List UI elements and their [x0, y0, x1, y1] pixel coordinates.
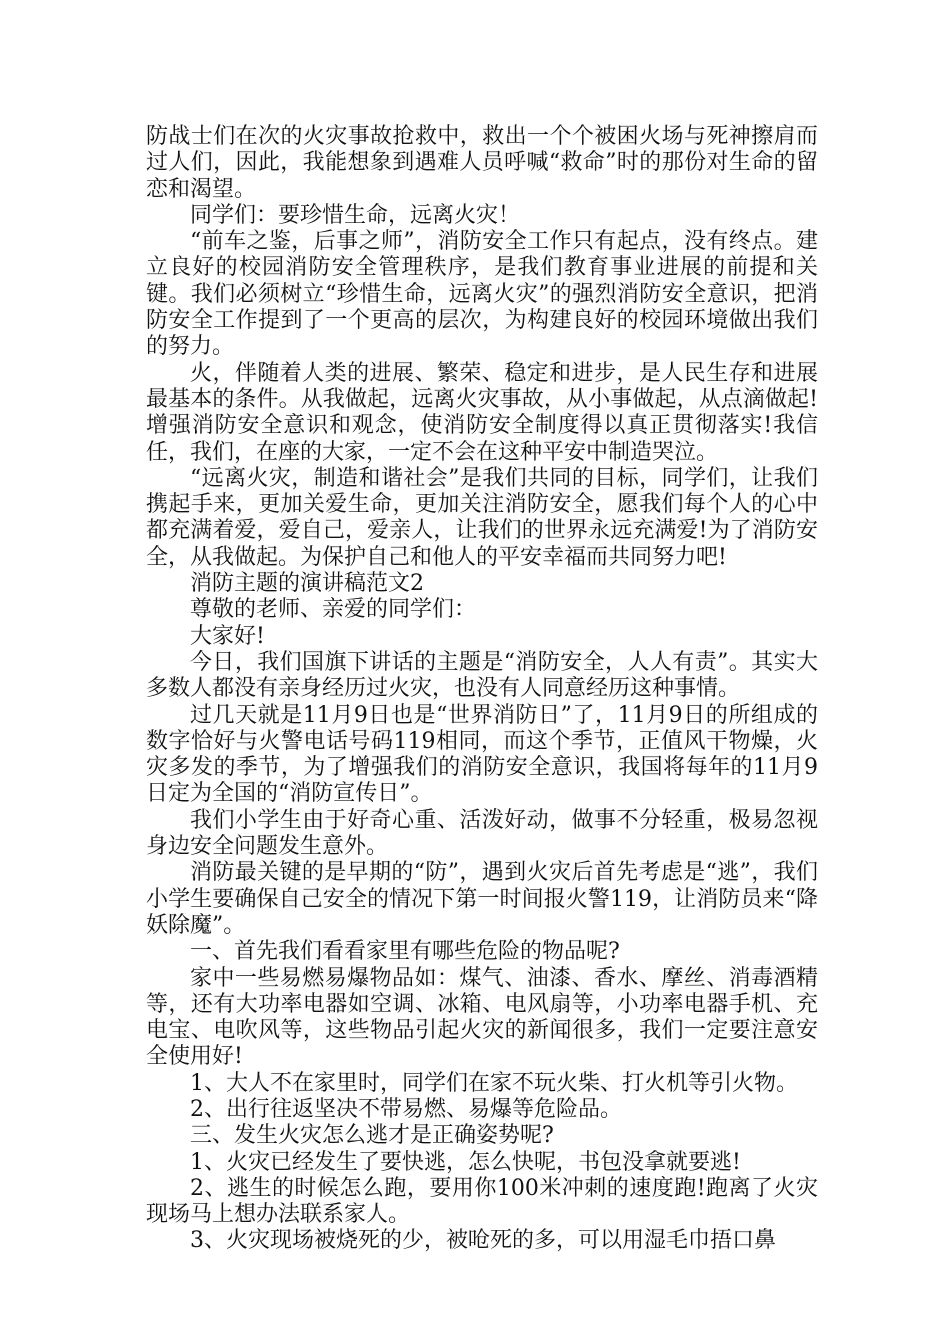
paragraph: 火，伴随着人类的进展、繁荣、稳定和进步，是人民生存和进展最基本的条件。从我做起，远离火灾事故，从小事做起，从点滴做起!增强消防安全意识和观念，使消防安全制度得以真正贯彻落实!我信任，我们，在座的大家，一定不会在这种平安中制造哭泣。 [146, 360, 818, 465]
paragraph: 我们小学生由于好奇心重、活泼好动，做事不分轻重，极易忽视身边安全问题发生意外。 [146, 807, 818, 860]
paragraph: 大家好! [190, 623, 265, 649]
paragraph: 尊敬的老师、亲爱的同学们： [190, 597, 477, 623]
paragraph: 2、出行往返坚决不带易燃、易爆等危险品。 [190, 1096, 622, 1122]
paragraph: 防战士们在次的火灾事故抢救中，救出一个个被困火场与死神擦肩而过人们，因此，我能想象到遇难人员呼喊“救命”时的那份对生命的留恋和渴望。 [146, 124, 818, 202]
paragraph: 消防主题的演讲稿范文2 [190, 571, 424, 597]
paragraph: 消防最关键的是早期的“防”，遇到火灾后首先考虑是“逃”，我们小学生要确保自己安全的情况下第一时间报火警119，让消防员来“降妖除魔”。 [146, 860, 818, 938]
paragraph: 1、火灾已经发生了要快逃，怎么快呢，书包没拿就要逃! [190, 1149, 741, 1175]
paragraph: 同学们：要珍惜生命，远离火灾！ [190, 202, 521, 228]
paragraph: 过几天就是11月9日也是“世界消防日”了，11月9日的所组成的数字恰好与火警电话号码119相同，而这个季节，正值风干物燥，火灾多发的季节，为了增强我们的消防安全意识，我国将每年的11月9日定为全国的“消防宣传日”。 [146, 702, 818, 807]
paragraph: “远离火灾，制造和谐社会”是我们共同的目标，同学们，让我们携起手来，更加关爱生命，更加关注消防安全，愿我们每个人的心中都充满着爱，爱自己，爱亲人，让我们的世界永远充满爱!为了消防安全，从我做起。为保护自己和他人的平安幸福而共同努力吧! [146, 465, 818, 570]
paragraph: “前车之鉴，后事之师”，消防安全工作只有起点，没有终点。建立良好的校园消防安全管理秩序，是我们教育事业进展的前提和关键。我们必须树立“珍惜生命，远离火灾”的强烈消防安全意识，把消防安全工作提到了一个更高的层次，为构建良好的校园环境做出我们的努力。 [146, 229, 818, 360]
paragraph: 家中一些易燃易爆物品如：煤气、油漆、香水、摩丝、消毒酒精等，还有大功率电器如空调、冰箱、电风扇等，小功率电器手机、充电宝、电吹风等，这些物品引起火灾的新闻很多，我们一定要注意安全使用好! [146, 965, 818, 1070]
paragraph: 今日，我们国旗下讲话的主题是“消防安全，人人有责”。其实大多数人都没有亲身经历过火灾，也没有人同意经历这种事情。 [146, 649, 818, 702]
paragraph: 三、发生火灾怎么逃才是正确姿势呢? [190, 1123, 554, 1149]
paragraph: 3、火灾现场被烧死的少，被呛死的多，可以用湿毛巾捂口鼻 [190, 1228, 776, 1254]
paragraph: 一、首先我们看看家里有哪些危险的物品呢? [190, 939, 620, 965]
paragraph: 2、逃生的时候怎么跑，要用你100米冲刺的速度跑!跑离了火灾现场马上想办法联系家人。 [146, 1175, 818, 1228]
paragraph: 1、大人不在家里时，同学们在家不玩火柴、打火机等引火物。 [190, 1070, 798, 1096]
document-body [146, 124, 818, 1255]
